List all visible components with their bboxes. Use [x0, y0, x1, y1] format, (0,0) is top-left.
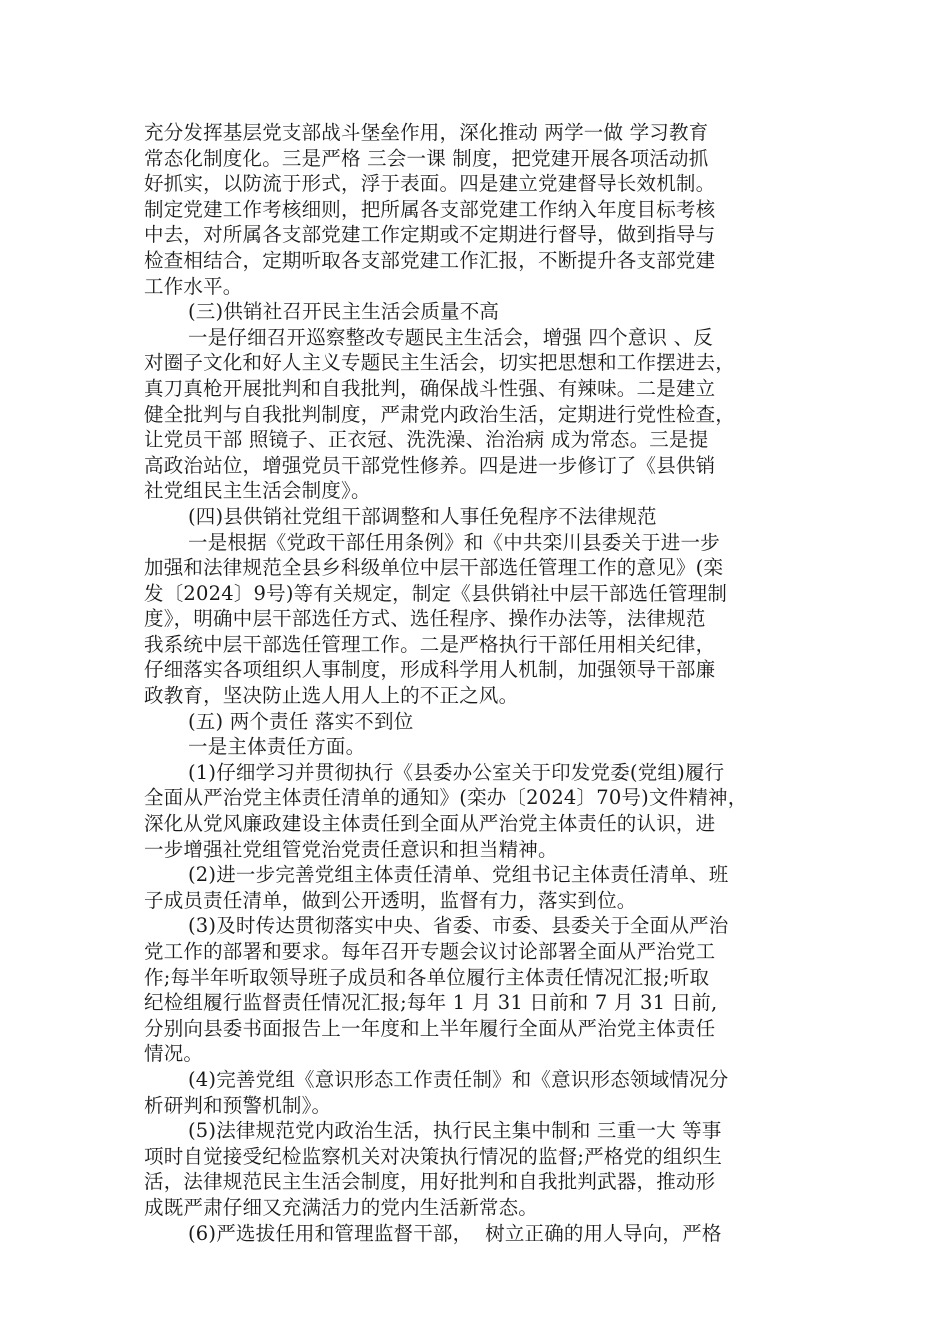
text-line: 社党组民主生活会制度》。: [144, 479, 371, 503]
text-line: 深化从党风廉政建设主体责任到全面从严治党主体责任的认识，进: [144, 812, 716, 836]
text-line: 让党员干部 照镜子、正衣冠、洗洗澡、治治病 成为常态。三是提: [144, 428, 709, 452]
text-line: (3)及时传达贯彻落实中央、省委、市委、县委关于全面从严治: [188, 914, 729, 938]
text-line: 子成员责任清单，做到公开透明，监督有力，落实到位。: [144, 888, 637, 912]
text-line: 健全批判与自我批判制度，严肃党内政治生活，定期进行党性检查，: [144, 402, 736, 426]
text-line: 党工作的部署和要求。每年召开专题会议讨论部署全面从严治党工: [144, 940, 716, 963]
text-line: 情况。: [144, 1042, 204, 1066]
text-line: 好抓实，以防流于形式，浮于表面。四是建立党建督导长效机制。: [144, 172, 716, 196]
document-page: [144, 120, 816, 1246]
text-line: 作;每半年听取领导班子成员和各单位履行主体责任情况汇报;听取: [144, 965, 710, 989]
text-line: 项时自觉接受纪检监察机关对决策执行情况的监督;严格党的组织生: [144, 1144, 723, 1168]
text-line: 充分发挥基层党支部战斗堡垒作用，深化推动 两学一做 学习教育: [144, 121, 709, 144]
text-line: (5)法律规范党内政治生活，执行民主集中制和 三重一大 等事: [188, 1119, 722, 1143]
text-line: 分别向县委书面报告上一年度和上半年履行全面从严治党主体责任: [144, 1016, 716, 1040]
text-line: 度》，明确中层干部选任方式、选任程序、操作办法等，法律规范: [144, 607, 706, 631]
text-line: 析研判和预警机制》。: [144, 1093, 332, 1117]
text-line: (1)仔细学习并贯彻执行《县委办公室关于印发党委(党组)履行: [188, 760, 725, 784]
text-line: 中去，对所属各支部党建工作定期或不定期进行督导，做到指导与: [144, 223, 716, 247]
text-line: 我系统中层干部选任管理工作。二是严格执行干部任用相关纪律，: [144, 632, 716, 656]
text-line: (五) 两个责任 落实不到位: [188, 709, 414, 733]
text-line: 制定党建工作考核细则，把所属各支部党建工作纳入年度目标考核: [144, 197, 716, 221]
text-line: (四)县供销社党组干部调整和人事任免程序不法律规范: [188, 504, 657, 528]
text-line: 一是仔细召开巡察整改专题民主生活会，增强 四个意识 、反: [188, 325, 713, 349]
text-line: 仔细落实各项组织人事制度，形成科学用人机制，加强领导干部廉: [144, 658, 716, 682]
text-line: 活，法律规范民主生活会制度，用好批判和自我批判武器，推动形: [144, 1170, 716, 1194]
text-line: 工作水平。: [144, 274, 243, 298]
text-line: 对圈子文化和好人主义专题民主生活会，切实把思想和工作摆进去，: [144, 351, 736, 375]
text-line: (三)供销社召开民主生活会质量不高: [188, 300, 500, 324]
text-line: 加强和法律规范全县乡科级单位中层干部选任管理工作的意见》(栾: [144, 556, 724, 580]
text-line: (4)完善党组《意识形态工作责任制》和《意识形态领域情况分: [188, 1067, 729, 1091]
text-line: 政教育，坚决防止选人用人上的不正之风。: [144, 684, 519, 708]
text-line: 检查相结合，定期听取各支部党建工作汇报，不断提升各支部党建: [144, 248, 716, 272]
text-line: 成既严肃仔细又充满活力的党内生活新常态。: [144, 1195, 539, 1219]
text-line: (6)严选拔任用和管理监督干部， 树立正确的用人导向，严格: [188, 1221, 722, 1245]
text-line: 高政治站位，增强党员干部党性修养。四是进一步修订了《县供销: [144, 453, 716, 477]
text-line: 真刀真枪开展批判和自我批判，确保战斗性强、有辣味。二是建立: [144, 376, 716, 400]
text-line: 全面从严治党主体责任清单的通知》(栾办〔2024〕70号)文件精神，: [144, 786, 748, 810]
text-line: 一步增强社党组管党治党责任意识和担当精神。: [144, 837, 558, 861]
text-line: 纪检组履行监督责任情况汇报;每年 1 月 31 日前和 7 月 31 日前,: [144, 991, 718, 1015]
text-line: 常态化制度化。三是严格 三会一课 制度，把党建开展各项活动抓: [144, 146, 709, 170]
text-line: (2)进一步完善党组主体责任清单、党组书记主体责任清单、班: [188, 863, 729, 887]
text-line: 一是主体责任方面。: [188, 735, 366, 759]
text-line: 发〔2024〕9号)等有关规定，制定《县供销社中层干部选任管理制: [144, 581, 728, 605]
text-line: 一是根据《党政干部任用条例》和《中共栾川县委关于进一步: [188, 530, 720, 554]
